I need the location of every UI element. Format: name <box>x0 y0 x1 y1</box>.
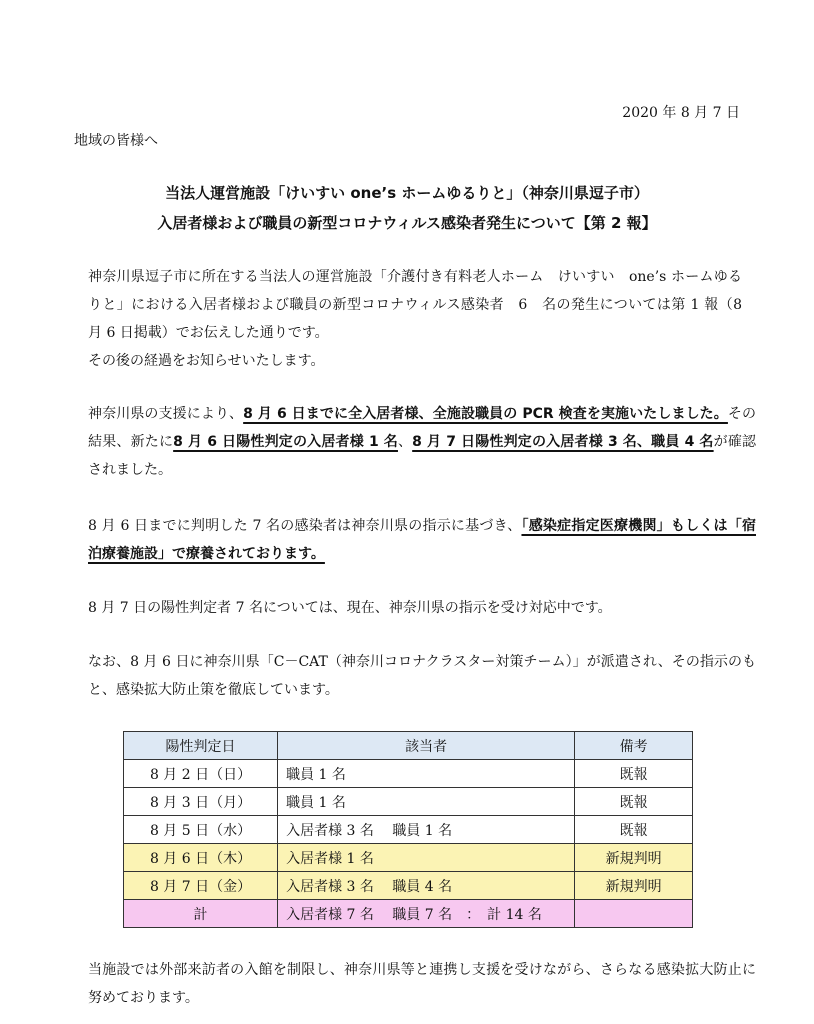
title-line-1: 当法人運営施設「けいすい one’s ホームゆるりと」（神奈川県逗子市） <box>165 184 649 202</box>
cell-total-persons: 入居者様 7 名 職員 7 名 ： 計 14 名 <box>278 900 575 928</box>
cell-total-label: 計 <box>124 900 278 928</box>
treatment-highlight: 「感染症指定医療機関」もしくは「宿泊療養施設」で療養されております。 <box>88 518 756 562</box>
cell-persons: 入居者様 3 名 職員 1 名 <box>278 816 575 844</box>
cell-persons: 入居者様 1 名 <box>278 844 575 872</box>
testing-text-3: 、 <box>397 434 413 450</box>
paragraph-testing <box>74 400 756 484</box>
testing-highlight-pcr: 8 月 6 日までに全入居者様、全施設職員の PCR 検査を実施いたしました。 <box>243 406 728 422</box>
cell-date: 8 月 3 日（月） <box>124 788 278 816</box>
paragraph-aug7-status: 8 月 7 日の陽性判定者 7 名については、現在、神奈川県の指示を受け対応中です。 <box>88 600 612 616</box>
col-header-date: 陽性判定日 <box>124 732 278 760</box>
salutation: 地域の皆様へ <box>74 133 158 149</box>
cell-persons: 入居者様 3 名 職員 4 名 <box>278 872 575 900</box>
cell-date: 8 月 6 日（木） <box>124 844 278 872</box>
paragraph-closing: 当施設では外部来訪者の入館を制限し、神奈川県等と連携し支援を受けながら、さらなる感染拡大防止に努めております。 <box>88 962 756 1006</box>
cell-note: 既報 <box>575 816 693 844</box>
paragraph-intro <box>74 263 742 375</box>
table-row <box>124 760 693 788</box>
intro-followup: その後の経過をお知らせいたします。 <box>88 353 325 369</box>
table-row-new <box>124 844 693 872</box>
cell-date: 8 月 2 日（日） <box>124 760 278 788</box>
treatment-text: 8 月 6 日までに判明した 7 名の感染者は神奈川県の指示に基づき、 <box>88 518 522 534</box>
cell-persons: 職員 1 名 <box>278 788 575 816</box>
document-date: 2020 年 8 月 7 日 <box>622 105 740 121</box>
title-line-2: 入居者様および職員の新型コロナウィルス感染者発生について【第 2 報】 <box>157 214 657 232</box>
cell-note: 新規判明 <box>575 844 693 872</box>
table-row <box>124 788 693 816</box>
testing-text-4: が確認されました。 <box>88 434 757 478</box>
table-row <box>124 816 693 844</box>
cases-table <box>123 731 693 928</box>
testing-text-1: 神奈川県の支援により、 <box>88 406 244 422</box>
cell-persons: 職員 1 名 <box>278 760 575 788</box>
table-row-total <box>124 900 693 928</box>
cell-note: 新規判明 <box>575 872 693 900</box>
testing-highlight-aug6: 8 月 6 日陽性判定の入居者様 1 名 <box>173 434 398 450</box>
table-row-new <box>124 872 693 900</box>
table-header-row <box>124 732 693 760</box>
cell-note: 既報 <box>575 760 693 788</box>
cell-note: 既報 <box>575 788 693 816</box>
col-header-persons: 該当者 <box>278 732 575 760</box>
col-header-notes: 備考 <box>575 732 693 760</box>
testing-text-2: その結果、新たに <box>88 406 757 450</box>
testing-highlight-aug7: 8 月 7 日陽性判定の入居者様 3 名、職員 4 名 <box>412 434 714 450</box>
paragraph-ccat: なお、8 月 6 日に神奈川県「C－CAT（神奈川コロナクラスター対策チーム）」が派遣され、その指示のもと、感染拡大防止策を徹底しています。 <box>88 654 756 698</box>
paragraph-treatment <box>74 512 756 568</box>
cell-date: 8 月 5 日（水） <box>124 816 278 844</box>
cell-date: 8 月 7 日（金） <box>124 872 278 900</box>
intro-text: 神奈川県逗子市に所在する当法人の運営施設「介護付き有料老人ホーム けいすい one’s ホームゆるりと」における入居者様および職員の新型コロナウィルス感染者 6 名の発生については第 1 報（8 月 6 日掲載）でお伝えした通りです。 <box>88 269 742 341</box>
cell-total-note <box>575 900 693 928</box>
